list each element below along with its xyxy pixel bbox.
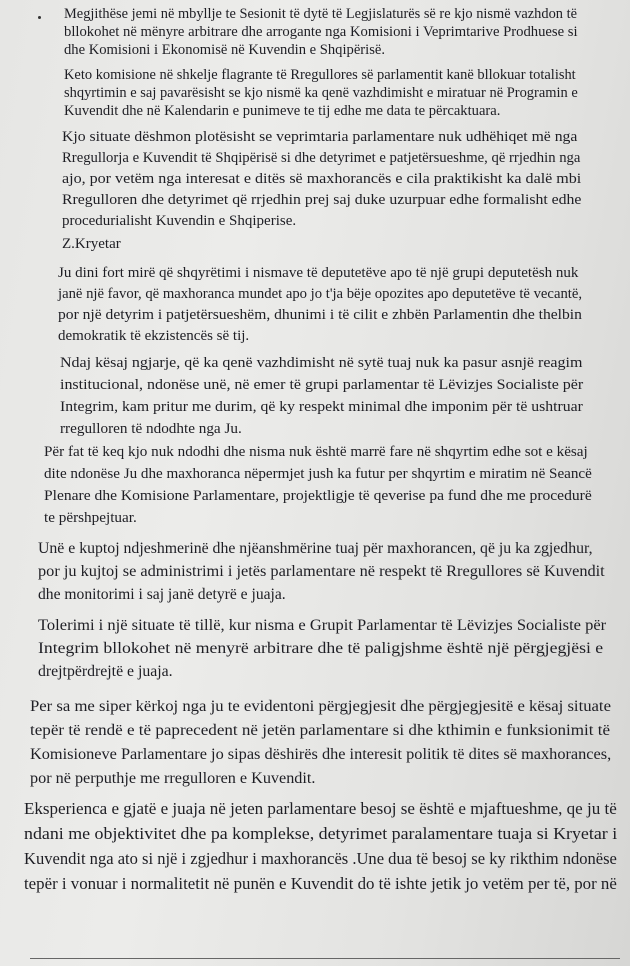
- text-line: Per sa me siper kërkoj nga ju te evidentoni përgjegjesit dhe përgjegjesitë e kësaj situate: [30, 697, 611, 715]
- text-line: demokratik të ekzistencës së tij.: [58, 328, 250, 344]
- paragraph-session-blocking: [64, 6, 584, 64]
- text-line: bllokohet në mënyre arbitrare dhe arrogante nga Komisioni i Veprimtarive Prodhuese si: [64, 24, 578, 40]
- text-line: tepër të rendë e të paprecedent në jetën parlamentare si dhe kthimin e funksionimit të: [30, 721, 611, 739]
- text-line: Integrim, kam pritur me durim, që ky respekt minimal dhe imponim për të ushtruar: [60, 398, 583, 415]
- text-line: drejtpërdrejtë e juaja.: [38, 663, 173, 680]
- paragraph-situation-demonstrates: [62, 129, 587, 229]
- text-line: Tolerimi i një situate të tillë, kur nisma e Grupit Parlamentar të Lëvizjes Socialiste për: [38, 617, 607, 634]
- text-line: Z.Kryetar: [62, 236, 121, 252]
- text-line: dite ndonëse Ju dhe maxhoranca nëpermjet jush ka futur per shqyrtim e miratim në Seancë: [44, 465, 592, 482]
- text-line: institucional, ndonëse unë, në emer të grupi parlamentar të Lëvizjes Socialiste për: [60, 376, 584, 393]
- paragraph-commissions-violation: [64, 67, 584, 125]
- paragraph-review-of-initiatives: [58, 265, 588, 347]
- text-line: Kuvendit dhe në Kalendarin e punimeve te tij edhe me data te përcaktuara.: [64, 103, 501, 119]
- text-line: ajo, por vetëm nga interesat e ditës së maxhorancës e cila praktikisht ka dalë mbi: [62, 171, 582, 187]
- text-line: Plenare dhe Komisione Parlamentare, projektligje të qeverise pa fund dhe me procedurë: [44, 487, 592, 504]
- text-line: por një detyrim i patjetërsueshëm, dhunimi i të cilit e zhbën Parlamentin dhe thelbin: [58, 307, 582, 323]
- salutation-chairman: [62, 236, 262, 256]
- text-line: Integrim bllokohet në menyrë arbitrare dhe të paligjshme është një përgjegjësi e: [38, 640, 604, 657]
- paragraph-long-experience: [24, 799, 624, 899]
- text-line: te përshpejtuar.: [44, 509, 137, 526]
- text-line: por në perputhje me rregulloren e Kuvendit.: [30, 769, 316, 787]
- text-line: Për fat të keq kjo nuk ndodhi dhe nisma nuk është marrë fare në shqyrtim edhe sot e kësaj: [44, 443, 588, 460]
- paragraph-no-institutional-reaction: [60, 354, 590, 438]
- text-line: procedurialisht Kuvendin e Shqiperise.: [62, 213, 297, 229]
- text-line: Ndaj kësaj ngjarje, që ka qenë vazhdimisht në sytë tuaj nuk ka pasur asnjë reagim: [60, 354, 583, 371]
- bottom-divider: [30, 958, 620, 959]
- text-line: Unë e kuptoj ndjeshmerinë dhe njëanshmërine tuaj për maxhorancen, që ju ka zgjedhur,: [38, 540, 593, 557]
- text-line: ndani me objektivitet dhe pa komplekse, detyrimet paralamentare tuaja si Kryetar i: [24, 824, 618, 843]
- text-line: Rregulloren dhe detyrimet që rrjedhin prej saj duke uzurpuar edhe formalisht edhe: [62, 192, 582, 208]
- text-line: shqyrtimin e saj pavarësisht se kjo nismë ka qenë vazhdimisht e miratuar në Programin e: [64, 85, 578, 101]
- text-line: dhe monitorimi i saj janë detyrë e juaja.: [38, 586, 286, 603]
- text-line: Rregullorja e Kuvendit të Shqipërisë si dhe detyrimet e patjetërsueshme, që rrjedhin nga: [62, 150, 581, 166]
- margin-mark: [38, 16, 41, 19]
- text-line: Kjo situate dëshmon plotësisht se veprimtaria parlamentare nuk udhëhiqet më nga: [62, 129, 578, 145]
- text-line: janë një favor, që maxhoranca mundet apo jo t'ja bëje opozites apo deputetëve të vecantë,: [58, 286, 583, 302]
- text-line: dhe Komisioni i Ekonomisë në Kuvendin e Shqipërisë.: [64, 42, 386, 58]
- text-line: Ju dini fort mirë që shqyrëtimi i nismave të deputetëve apo të një grupi deputetësh nuk: [58, 265, 579, 281]
- paragraph-request-responsibility: [30, 697, 615, 789]
- text-line: Megjithëse jemi në mbyllje te Sesionit të dytë të Legjislaturës së re kjo nismë vazhdon të: [64, 6, 577, 22]
- paragraph-tolerating-situation: [38, 617, 613, 685]
- paragraph-unfortunately: [44, 443, 599, 531]
- text-line: Eksperienca e gjatë e juaja në jeten parlamentare besoj se është e mjaftueshme, qe ju të: [24, 799, 617, 818]
- text-line: por ju kujtoj se administrimi i jetës parlamentare në respekt të Rregullores së Kuvendit: [38, 563, 605, 580]
- text-line: Komisioneve Parlamentare jo sipas dëshirës dhe interesit politik të dites së maxhorances,: [30, 745, 612, 763]
- text-line: Keto komisione në shkelje flagrante të Rregullores së parlamentit kanë bllokuar totalisht: [64, 67, 576, 83]
- text-line: rregulloren të ndodhte nga Ju.: [60, 420, 242, 437]
- text-line: tepër i vonuar i normalitetit në punën e Kuvendit do të ishte jetik jo vetëm per të, por në: [24, 874, 617, 893]
- text-line: Kuvendit nga ato si një i zgjedhur i maxhorancës .Une dua të besoj se ky rikthim ndonëse: [24, 849, 617, 868]
- paragraph-understanding-sensitivity: [38, 540, 608, 606]
